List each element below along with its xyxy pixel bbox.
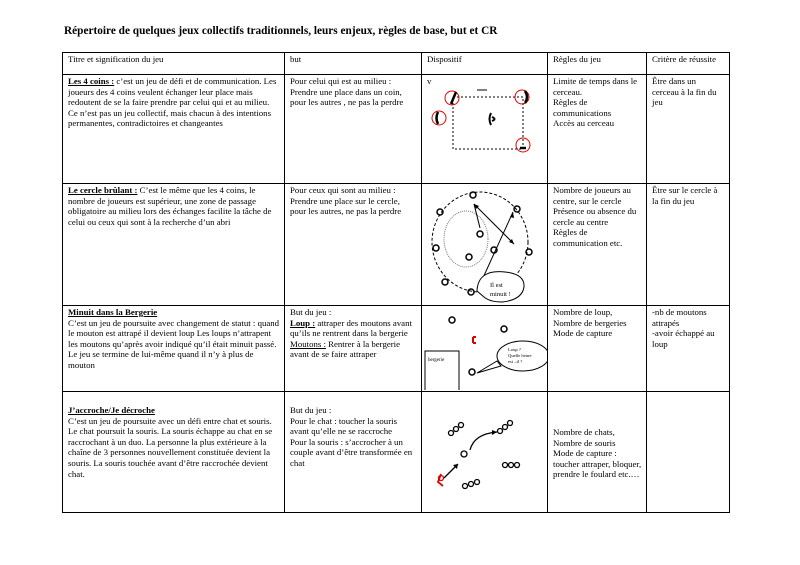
game-title: Le cercle brûlant : [68, 185, 138, 195]
regle-item: Présence ou absence du cercle au centre [553, 206, 637, 227]
moutons-label: Moutons : [290, 338, 326, 349]
but-line: Prendre une place dans un coin, pour les autres , ne pas la perdre [290, 86, 404, 108]
regle-item: Accès au cerceau [553, 118, 615, 129]
regles-cell [548, 75, 647, 184]
dispositif-cell [422, 184, 548, 306]
game-title: J’accroche/Je décroche [68, 405, 155, 415]
critere-item: -avoir échappé au loup [652, 328, 715, 349]
game-description: C’est un jeu de poursuite avec changement de statut : quand le mouton est attrapé il devient loup Les loups n’attrapent les moutons qu’après avoir indiqué qu’il était minuit passé. Le jeu se termine de lui-même quand il n’y à plus de mouton [68, 317, 280, 370]
but-line: Pour la souris : s’accrocher à un couple avant d’être transformée en chat [290, 436, 413, 468]
regle-item: Nombre de bergeries [553, 317, 627, 328]
table-header-row [63, 53, 730, 75]
bubble-line: Loup ? [508, 347, 521, 352]
loup-text: attraper des moutons avant qu’ils ne rentrent dans la bergerie [290, 317, 412, 339]
dispositif-cell [422, 392, 548, 513]
dispositif-cell [422, 75, 548, 184]
but-cell [285, 184, 422, 306]
critere-cell: Être dans un cerceau à la fin du jeu [647, 75, 730, 184]
regle-item: Règles de communication etc. [553, 227, 623, 248]
but-cell [285, 306, 422, 392]
but-line: Pour le chat : toucher la souris avant qu’elle ne se raccroche [290, 415, 398, 437]
game-description: C’est le même que les 4 coins, le nombre de joueurs est supérieur, une zone de passage obligatoire au milieu lors des échanges facilite la tâche de celui ou ceux qui sont à la recherche d’un abri [68, 185, 272, 227]
but-cell [285, 75, 422, 184]
header-critere: Critère de réussite [647, 53, 730, 75]
regle-item: Mode de capture [553, 328, 613, 339]
bergerie-diagram [422, 306, 548, 390]
game-description: C’est un jeu de poursuite avec un défi entre chat et souris. Le chat poursuit la souris. La souris échappe au chat en se raccrochant à un duo. La personne la plus extérieure à la chaîne de 3 personnes nouvellement constituée devient la souris. La souris touchée avant d’être raccrochée devient chat. [68, 415, 273, 479]
table-row [63, 75, 730, 184]
regle-item: Limite de temps dans le cerceau. [553, 76, 638, 97]
bubble-line: Il est [490, 282, 503, 289]
game-title: Minuit dans la Bergerie [68, 307, 158, 317]
game-cell [63, 184, 285, 306]
table-row [63, 392, 730, 513]
header-regles: Règles du jeu [548, 53, 647, 75]
regles-cell [548, 392, 647, 513]
bergerie-label: bergerie [428, 358, 445, 363]
chain-diagram [422, 392, 548, 511]
bubble-line: est –il ? [508, 359, 523, 364]
critere-item: -nb de moutons attrapés [652, 307, 707, 328]
moutons-text: Rentrer à la bergerie avant de se faire attraper [290, 338, 401, 360]
critere-cell [647, 306, 730, 392]
bubble-line: minuit ! [490, 291, 511, 298]
but-intro: But du jeu : [290, 307, 332, 317]
document-title: Répertoire de quelques jeux collectifs traditionnels, leurs enjeux, règles de base, but et CR [64, 25, 498, 37]
loup-label: Loup : [290, 317, 316, 328]
regles-cell [548, 306, 647, 392]
but-line: Prendre une place sur le cercle, pour les autres, ne pas la perdre [290, 195, 402, 217]
dispositif-label: v [427, 76, 432, 86]
critere-cell: Être sur le cercle à la fin du jeu [647, 184, 730, 306]
games-table [62, 52, 730, 513]
game-cell [63, 306, 285, 392]
four-corners-diagram [422, 75, 548, 182]
but-line: Pour ceux qui sont au milieu : [290, 185, 396, 195]
dispositif-cell [422, 306, 548, 392]
regle-item: Mode de capture : toucher attraper, bloquer, prendre le foulard etc.… [553, 448, 642, 480]
but-line: Pour celui qui est au milieu : [290, 76, 392, 86]
regle-item: Nombre de joueurs au centre, sur le cercle [553, 185, 631, 206]
regle-item: Nombre de loup, [553, 307, 613, 317]
burning-circle-diagram [422, 184, 548, 304]
header-but: but [285, 53, 422, 75]
header-title: Titre et signification du jeu [63, 53, 285, 75]
table-row [63, 184, 730, 306]
regle-item: Nombre de chats, [553, 427, 615, 437]
game-description: c’est un jeu de défi et de communication. Les joueurs des 4 coins veulent échanger leur place mais redoutent de se la faire prendre par celui qui et au milieu. Ce n’est pas un jeu collectif, mais chacun à des intentions permanentes, contradictoires et changeantes [68, 76, 277, 129]
header-dispositif: Dispositif [422, 53, 548, 75]
game-cell [63, 392, 285, 513]
but-cell [285, 392, 422, 513]
game-cell [63, 75, 285, 184]
regle-item: Nombre de souris [553, 437, 616, 448]
game-title: Les 4 coins : [68, 76, 115, 86]
bubble-line: Quelle heure [508, 353, 532, 358]
regles-cell [548, 184, 647, 306]
table-row [63, 306, 730, 392]
but-line: But du jeu : [290, 405, 332, 415]
regle-item: Règles de communications [553, 97, 612, 118]
critere-cell [647, 392, 730, 513]
